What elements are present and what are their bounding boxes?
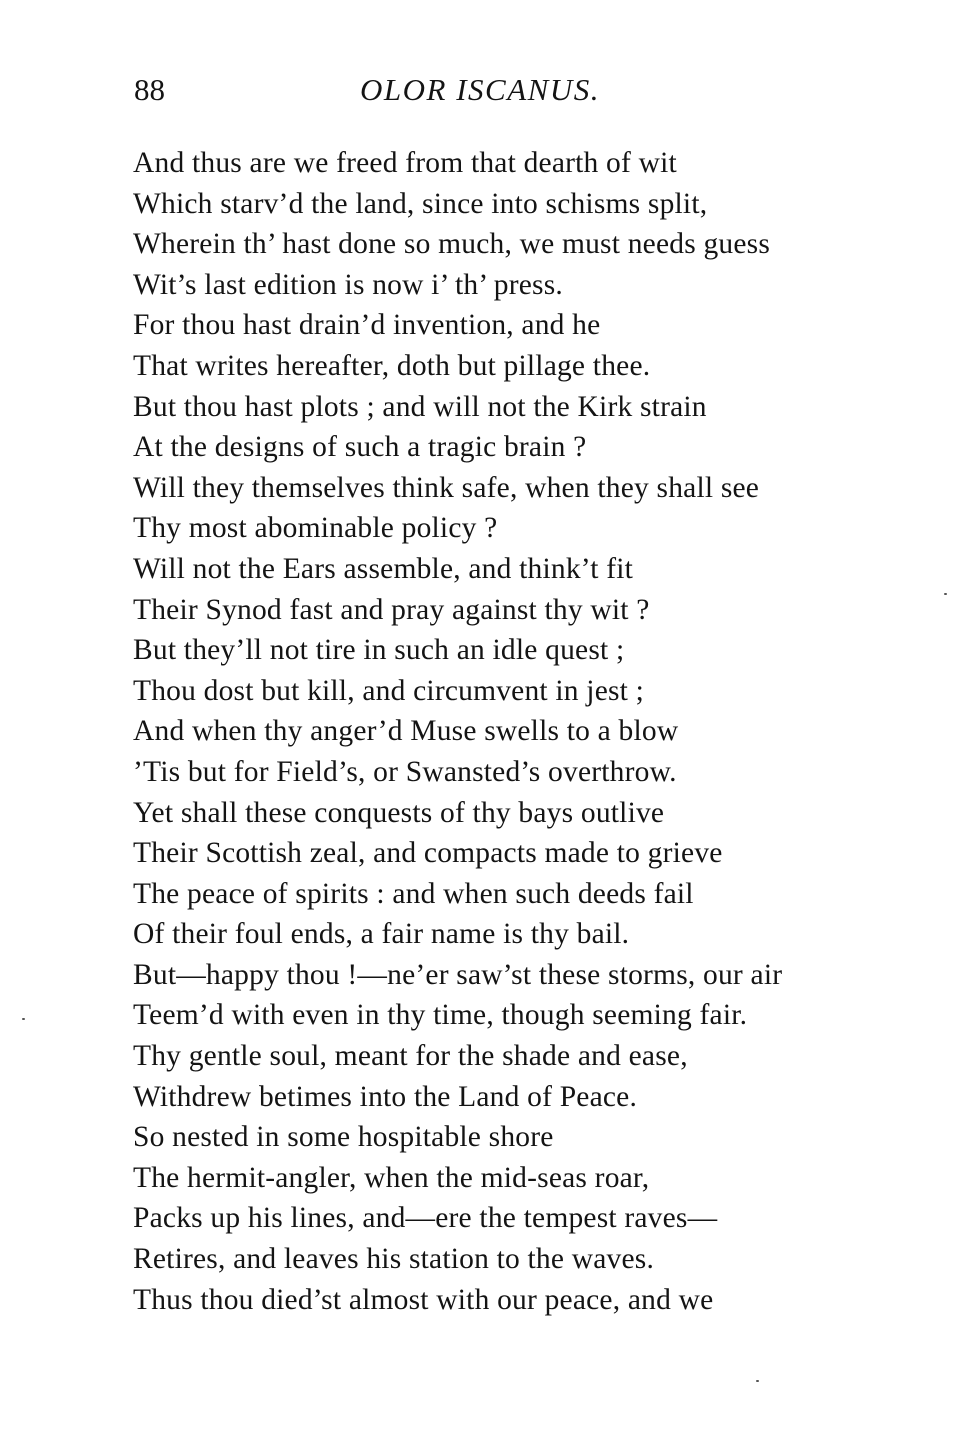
poem-line: Which starv’d the land, since into schisms split, bbox=[133, 187, 708, 220]
poem-line: Thus thou died’st almost with our peace, and we bbox=[133, 1283, 714, 1316]
poem-line: Packs up his lines, and—ere the tempest raves— bbox=[133, 1202, 718, 1235]
poem-line: And when thy anger’d Muse swells to a blow bbox=[133, 715, 679, 748]
poem-line: Their Scottish zeal, and compacts made to grieve bbox=[133, 837, 723, 870]
poem-line: But—happy thou !—ne’er saw’st these storms, our air bbox=[133, 958, 783, 991]
poem-line: For thou hast drain’d invention, and he bbox=[133, 309, 601, 342]
poem-line: Of their foul ends, a fair name is thy bail. bbox=[133, 918, 630, 951]
poem-line: But thou hast plots ; and will not the Kirk strain bbox=[133, 390, 707, 423]
poem-line: The peace of spirits : and when such deeds fail bbox=[133, 877, 694, 910]
poem-line: So nested in some hospitable shore bbox=[133, 1121, 554, 1154]
poem-text bbox=[133, 143, 933, 1320]
poem-line: But they’ll not tire in such an idle quest ; bbox=[133, 634, 625, 667]
poem-line: Wherein th’ hast done so much, we must needs guess bbox=[133, 228, 771, 261]
poem-line: The hermit-angler, when the mid-seas roar, bbox=[133, 1161, 650, 1194]
poem-line: Withdrew betimes into the Land of Peace. bbox=[133, 1080, 638, 1113]
poem-line: At the designs of such a tragic brain ? bbox=[133, 431, 587, 464]
poem-line: That writes hereafter, doth but pillage thee. bbox=[133, 349, 651, 382]
poem-line: Will not the Ears assemble, and think’t fit bbox=[133, 552, 634, 585]
poem-line: Thy gentle soul, meant for the shade and ease, bbox=[133, 1040, 688, 1073]
poem-line: Wit’s last edition is now i’ th’ press. bbox=[133, 268, 563, 301]
page-number: 88 bbox=[134, 72, 165, 107]
poem-line: Teem’d with even in thy time, though seeming fair. bbox=[133, 999, 748, 1032]
poem-line: Yet shall these conquests of thy bays outlive bbox=[133, 796, 665, 829]
poem-line: Thy most abominable policy ? bbox=[133, 512, 498, 545]
poem-line: Thou dost but kill, and circumvent in jest ; bbox=[133, 674, 645, 707]
scan-speck bbox=[756, 1380, 759, 1382]
poem-line: ’Tis but for Field’s, or Swansted’s overthrow. bbox=[133, 755, 677, 788]
poem-line: Will they themselves think safe, when they shall see bbox=[133, 471, 760, 504]
scan-speck bbox=[22, 1018, 25, 1020]
scan-speck bbox=[944, 593, 947, 595]
poem-line: Their Synod fast and pray against thy wit ? bbox=[133, 593, 650, 626]
running-title: OLOR ISCANUS. bbox=[360, 72, 600, 107]
poem-line: And thus are we freed from that dearth of wit bbox=[133, 147, 677, 179]
poem-line: Retires, and leaves his station to the waves. bbox=[133, 1243, 655, 1276]
